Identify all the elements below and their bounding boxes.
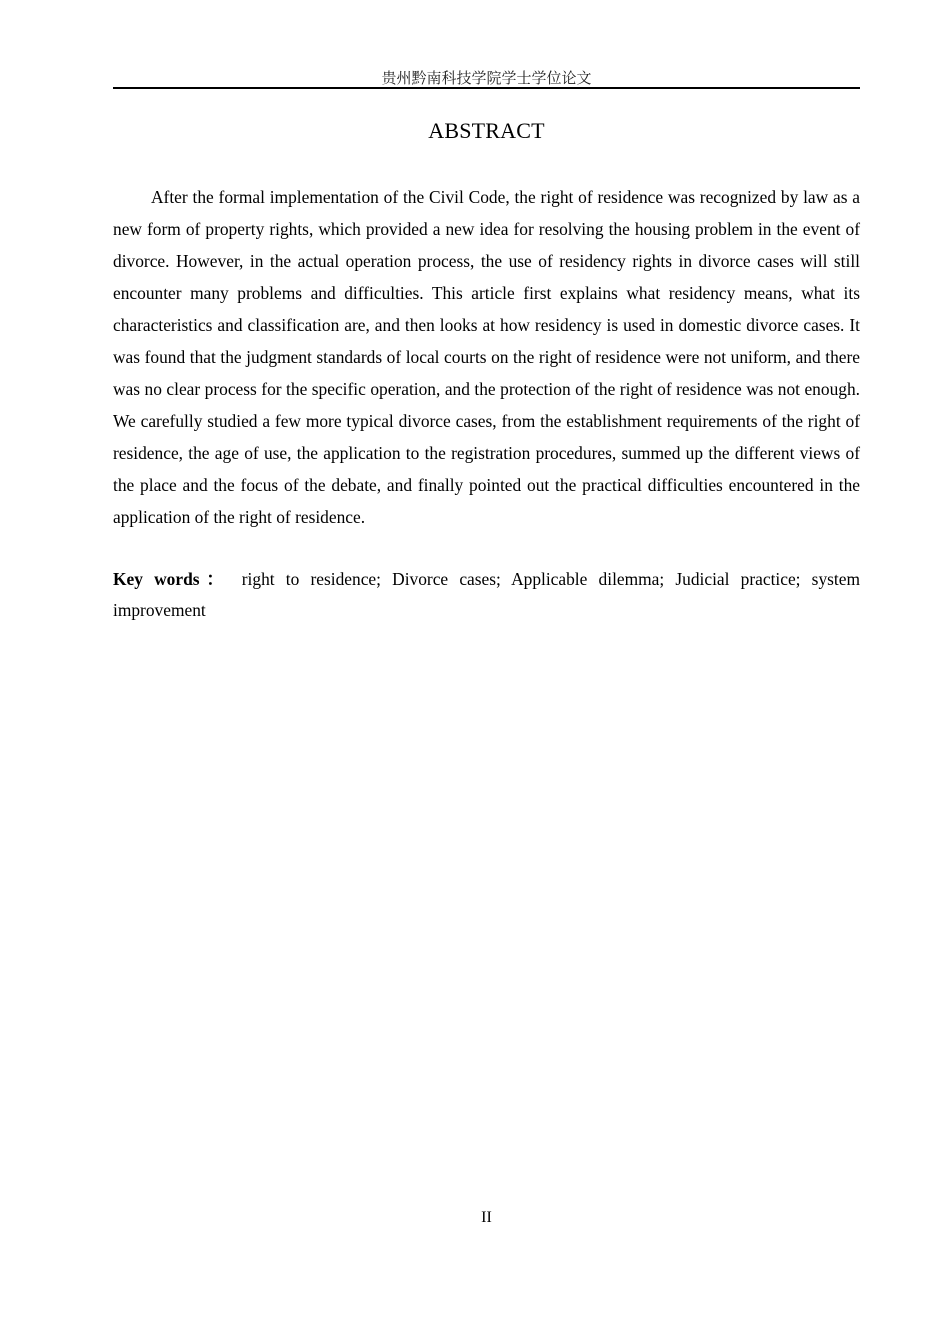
keywords-label: Key words： (113, 569, 231, 589)
abstract-body: After the formal implementation of the Civil Code, the right of residence was recognized by law as a new form of property rights, which provided a new idea for resolving the housing problem in the event of divorce. However, in the actual operation process, the use of residency rights in divorce cases will still encounter many problems and difficulties. This article first explains what residency means, what its characteristics and classification are, and then looks at how residency is used in domestic divorce cases. It was found that the judgment standards of local courts on the right of residence were not uniform, and there was no clear process for the specific operation, and the protection of the right of residence was not enough. We carefully studied a few more typical divorce cases, from the establishment requirements of the right of residence, the age of use, the application to the registration procedures, summed up the different views of the place and the focus of the debate, and finally pointed out the practical difficulties encountered in the application of the right of residence. (113, 187, 860, 527)
abstract-title: ABSTRACT (428, 118, 545, 143)
keywords-text: right to residence; Divorce cases; Applicable dilemma; Judicial practice; system improvement (113, 569, 860, 620)
page-header (113, 67, 860, 89)
header-text: 贵州黔南科技学院学士学位论文 (381, 69, 592, 87)
keywords-paragraph (113, 564, 860, 626)
page-number: II (481, 1209, 492, 1226)
